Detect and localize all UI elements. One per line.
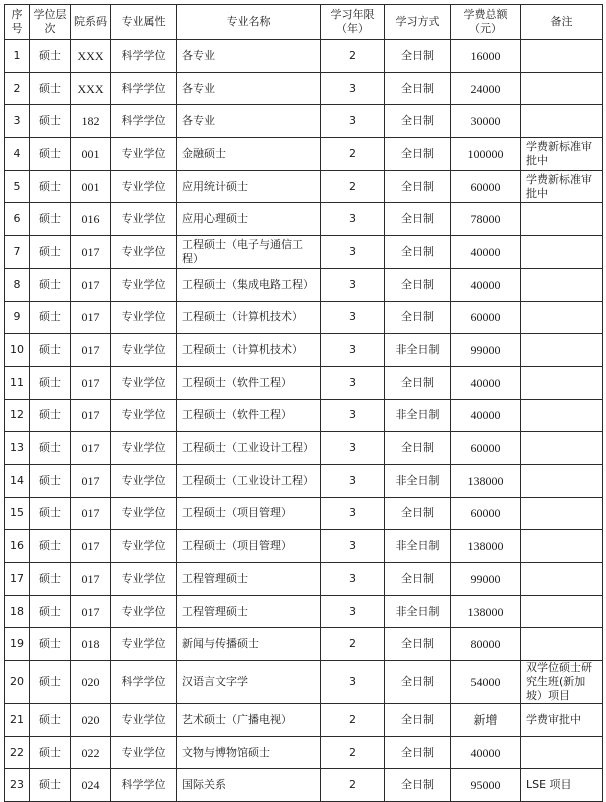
row-number-cell: 16 (5, 530, 30, 563)
study-mode-cell: 非全日制 (385, 595, 451, 628)
degree-level-cell: 硕士 (30, 105, 71, 138)
program-type-cell: 专业学位 (111, 170, 177, 203)
program-name-cell: 文物与博物馆硕士 (177, 736, 321, 769)
row-number-cell: 3 (5, 105, 30, 138)
study-mode-cell: 非全日制 (385, 530, 451, 563)
study-years-cell: 3 (321, 366, 385, 399)
remarks-cell (521, 236, 603, 269)
program-name-cell: 各专业 (177, 40, 321, 73)
dept-code-cell: 020 (71, 661, 111, 704)
header-study-mode: 学习方式 (385, 5, 451, 40)
remarks-cell: LSE 项目 (521, 769, 603, 802)
table-row (5, 268, 603, 301)
row-number-cell: 21 (5, 704, 30, 737)
row-number-cell: 19 (5, 628, 30, 661)
dept-code-cell: 016 (71, 203, 111, 236)
remarks-cell (521, 366, 603, 399)
degree-level-cell: 硕士 (30, 72, 71, 105)
degree-level-cell: 硕士 (30, 40, 71, 73)
table-row (5, 769, 603, 802)
study-years-cell: 3 (321, 661, 385, 704)
remarks-cell (521, 464, 603, 497)
row-number-cell: 8 (5, 268, 30, 301)
total-fee-cell: 40000 (451, 736, 521, 769)
program-name-cell: 艺术硕士（广播电视） (177, 704, 321, 737)
row-number-cell: 4 (5, 138, 30, 171)
program-type-cell: 专业学位 (111, 138, 177, 171)
degree-level-cell: 硕士 (30, 268, 71, 301)
study-mode-cell: 全日制 (385, 628, 451, 661)
study-mode-cell: 全日制 (385, 366, 451, 399)
table-row (5, 464, 603, 497)
degree-level-cell: 硕士 (30, 704, 71, 737)
table-row (5, 236, 603, 269)
program-name-cell: 新闻与传播硕士 (177, 628, 321, 661)
study-mode-cell: 非全日制 (385, 464, 451, 497)
row-number-cell: 10 (5, 334, 30, 367)
dept-code-cell: 017 (71, 432, 111, 465)
remarks-cell: 学费审批中 (521, 704, 603, 737)
remarks-cell (521, 563, 603, 596)
dept-code-cell: 017 (71, 268, 111, 301)
program-type-cell: 专业学位 (111, 366, 177, 399)
program-name-cell: 工程管理硕士 (177, 563, 321, 596)
program-type-cell: 专业学位 (111, 268, 177, 301)
study-mode-cell: 全日制 (385, 736, 451, 769)
study-mode-cell: 全日制 (385, 563, 451, 596)
program-type-cell: 专业学位 (111, 334, 177, 367)
row-number-cell: 1 (5, 40, 30, 73)
program-name-cell: 国际关系 (177, 769, 321, 802)
table-row (5, 736, 603, 769)
header-degree-level: 学位层次 (30, 5, 71, 40)
program-name-cell: 金融硕士 (177, 138, 321, 171)
table-row (5, 704, 603, 737)
header-program-type: 专业属性 (111, 5, 177, 40)
total-fee-cell: 40000 (451, 399, 521, 432)
study-mode-cell: 非全日制 (385, 334, 451, 367)
program-type-cell: 专业学位 (111, 704, 177, 737)
study-mode-cell: 全日制 (385, 301, 451, 334)
program-type-cell: 专业学位 (111, 595, 177, 628)
program-name-cell: 工程硕士（软件工程） (177, 399, 321, 432)
dept-code-cell: 022 (71, 736, 111, 769)
dept-code-cell: 017 (71, 530, 111, 563)
remarks-cell (521, 736, 603, 769)
program-name-cell: 工程硕士（工业设计工程） (177, 432, 321, 465)
row-number-cell: 23 (5, 769, 30, 802)
dept-code-cell: XXX (71, 40, 111, 73)
study-years-cell: 3 (321, 432, 385, 465)
degree-level-cell: 硕士 (30, 736, 71, 769)
row-number-cell: 7 (5, 236, 30, 269)
total-fee-cell: 95000 (451, 769, 521, 802)
row-number-cell: 6 (5, 203, 30, 236)
program-type-cell: 科学学位 (111, 40, 177, 73)
tuition-table-container (4, 4, 603, 802)
degree-level-cell: 硕士 (30, 301, 71, 334)
program-type-cell: 科学学位 (111, 72, 177, 105)
tuition-table (4, 4, 603, 802)
total-fee-cell: 30000 (451, 105, 521, 138)
study-years-cell: 3 (321, 236, 385, 269)
table-row (5, 301, 603, 334)
remarks-cell: 学费新标准审批中 (521, 170, 603, 203)
table-row (5, 138, 603, 171)
degree-level-cell: 硕士 (30, 432, 71, 465)
degree-level-cell: 硕士 (30, 497, 71, 530)
remarks-cell (521, 497, 603, 530)
total-fee-cell: 40000 (451, 268, 521, 301)
table-row (5, 595, 603, 628)
degree-level-cell: 硕士 (30, 236, 71, 269)
total-fee-cell: 16000 (451, 40, 521, 73)
row-number-cell: 2 (5, 72, 30, 105)
row-number-cell: 12 (5, 399, 30, 432)
study-years-cell: 2 (321, 170, 385, 203)
study-years-cell: 3 (321, 301, 385, 334)
degree-level-cell: 硕士 (30, 399, 71, 432)
row-number-cell: 5 (5, 170, 30, 203)
study-years-cell: 2 (321, 138, 385, 171)
study-mode-cell: 全日制 (385, 40, 451, 73)
table-row (5, 563, 603, 596)
row-number-cell: 9 (5, 301, 30, 334)
dept-code-cell: 017 (71, 595, 111, 628)
table-row (5, 628, 603, 661)
dept-code-cell: 017 (71, 399, 111, 432)
degree-level-cell: 硕士 (30, 464, 71, 497)
row-number-cell: 18 (5, 595, 30, 628)
header-row (5, 5, 603, 40)
remarks-cell (521, 399, 603, 432)
degree-level-cell: 硕士 (30, 661, 71, 704)
program-type-cell: 专业学位 (111, 628, 177, 661)
dept-code-cell: XXX (71, 72, 111, 105)
table-row (5, 432, 603, 465)
program-name-cell: 工程硕士（集成电路工程） (177, 268, 321, 301)
study-years-cell: 3 (321, 399, 385, 432)
total-fee-cell: 54000 (451, 661, 521, 704)
header-dept-code: 院系码 (71, 5, 111, 40)
program-type-cell: 专业学位 (111, 736, 177, 769)
remarks-cell (521, 105, 603, 138)
study-years-cell: 3 (321, 595, 385, 628)
study-mode-cell: 全日制 (385, 236, 451, 269)
program-type-cell: 专业学位 (111, 432, 177, 465)
total-fee-cell: 60000 (451, 170, 521, 203)
program-name-cell: 应用心理硕士 (177, 203, 321, 236)
remarks-cell: 双学位硕士研究生班(新加坡）项目 (521, 661, 603, 704)
header-remarks: 备注 (521, 5, 603, 40)
degree-level-cell: 硕士 (30, 628, 71, 661)
header-no: 序号 (5, 5, 30, 40)
remarks-cell (521, 530, 603, 563)
remarks-cell (521, 628, 603, 661)
study-years-cell: 3 (321, 563, 385, 596)
dept-code-cell: 017 (71, 563, 111, 596)
row-number-cell: 13 (5, 432, 30, 465)
program-type-cell: 科学学位 (111, 661, 177, 704)
study-mode-cell: 全日制 (385, 268, 451, 301)
header-program-name: 专业名称 (177, 5, 321, 40)
degree-level-cell: 硕士 (30, 170, 71, 203)
program-type-cell: 专业学位 (111, 399, 177, 432)
study-mode-cell: 全日制 (385, 661, 451, 704)
study-mode-cell: 全日制 (385, 497, 451, 530)
table-row (5, 530, 603, 563)
degree-level-cell: 硕士 (30, 138, 71, 171)
study-years-cell: 3 (321, 497, 385, 530)
row-number-cell: 20 (5, 661, 30, 704)
program-name-cell: 工程硕士（计算机技术） (177, 301, 321, 334)
program-type-cell: 专业学位 (111, 236, 177, 269)
dept-code-cell: 024 (71, 769, 111, 802)
study-mode-cell: 全日制 (385, 432, 451, 465)
study-years-cell: 3 (321, 105, 385, 138)
dept-code-cell: 017 (71, 497, 111, 530)
program-name-cell: 工程硕士（软件工程） (177, 366, 321, 399)
program-name-cell: 工程硕士（电子与通信工程） (177, 236, 321, 269)
program-type-cell: 专业学位 (111, 530, 177, 563)
study-mode-cell: 全日制 (385, 769, 451, 802)
total-fee-cell: 40000 (451, 366, 521, 399)
row-number-cell: 14 (5, 464, 30, 497)
remarks-cell (521, 595, 603, 628)
remarks-cell (521, 203, 603, 236)
program-type-cell: 科学学位 (111, 105, 177, 138)
total-fee-cell: 80000 (451, 628, 521, 661)
remarks-cell (521, 40, 603, 73)
dept-code-cell: 017 (71, 301, 111, 334)
total-fee-cell: 100000 (451, 138, 521, 171)
total-fee-cell: 60000 (451, 432, 521, 465)
table-row (5, 40, 603, 73)
total-fee-cell: 60000 (451, 497, 521, 530)
remarks-cell (521, 301, 603, 334)
dept-code-cell: 018 (71, 628, 111, 661)
study-mode-cell: 全日制 (385, 72, 451, 105)
remarks-cell (521, 334, 603, 367)
table-row (5, 661, 603, 704)
dept-code-cell: 020 (71, 704, 111, 737)
dept-code-cell: 182 (71, 105, 111, 138)
table-body (5, 40, 603, 802)
degree-level-cell: 硕士 (30, 334, 71, 367)
total-fee-cell: 40000 (451, 236, 521, 269)
total-fee-cell: 138000 (451, 464, 521, 497)
row-number-cell: 15 (5, 497, 30, 530)
table-row (5, 203, 603, 236)
program-name-cell: 工程硕士（工业设计工程） (177, 464, 321, 497)
program-name-cell: 工程硕士（项目管理） (177, 497, 321, 530)
degree-level-cell: 硕士 (30, 366, 71, 399)
dept-code-cell: 017 (71, 464, 111, 497)
study-years-cell: 3 (321, 72, 385, 105)
table-row (5, 334, 603, 367)
study-years-cell: 3 (321, 203, 385, 236)
total-fee-cell: 138000 (451, 595, 521, 628)
study-years-cell: 2 (321, 736, 385, 769)
table-row (5, 399, 603, 432)
study-mode-cell: 非全日制 (385, 399, 451, 432)
study-mode-cell: 全日制 (385, 170, 451, 203)
table-row (5, 105, 603, 138)
degree-level-cell: 硕士 (30, 769, 71, 802)
study-years-cell: 2 (321, 704, 385, 737)
total-fee-cell: 24000 (451, 72, 521, 105)
program-type-cell: 专业学位 (111, 497, 177, 530)
total-fee-cell: 99000 (451, 563, 521, 596)
program-type-cell: 专业学位 (111, 203, 177, 236)
row-number-cell: 17 (5, 563, 30, 596)
table-row (5, 497, 603, 530)
program-type-cell: 专业学位 (111, 301, 177, 334)
dept-code-cell: 001 (71, 170, 111, 203)
program-type-cell: 科学学位 (111, 769, 177, 802)
table-header (5, 5, 603, 40)
total-fee-cell: 60000 (451, 301, 521, 334)
program-name-cell: 应用统计硕士 (177, 170, 321, 203)
remarks-cell (521, 432, 603, 465)
study-years-cell: 2 (321, 628, 385, 661)
total-fee-cell: 78000 (451, 203, 521, 236)
header-study-years: 学习年限（年） (321, 5, 385, 40)
study-years-cell: 3 (321, 334, 385, 367)
program-name-cell: 各专业 (177, 105, 321, 138)
study-years-cell: 2 (321, 769, 385, 802)
dept-code-cell: 001 (71, 138, 111, 171)
degree-level-cell: 硕士 (30, 563, 71, 596)
total-fee-cell: 138000 (451, 530, 521, 563)
degree-level-cell: 硕士 (30, 595, 71, 628)
degree-level-cell: 硕士 (30, 530, 71, 563)
table-row (5, 170, 603, 203)
remarks-cell (521, 268, 603, 301)
study-years-cell: 2 (321, 40, 385, 73)
program-type-cell: 专业学位 (111, 563, 177, 596)
study-years-cell: 3 (321, 268, 385, 301)
study-mode-cell: 全日制 (385, 138, 451, 171)
dept-code-cell: 017 (71, 366, 111, 399)
program-name-cell: 工程管理硕士 (177, 595, 321, 628)
table-row (5, 366, 603, 399)
study-years-cell: 3 (321, 530, 385, 563)
program-type-cell: 专业学位 (111, 464, 177, 497)
remarks-cell (521, 72, 603, 105)
header-total-fee: 学费总额（元） (451, 5, 521, 40)
degree-level-cell: 硕士 (30, 203, 71, 236)
remarks-cell: 学费新标准审批中 (521, 138, 603, 171)
study-mode-cell: 全日制 (385, 203, 451, 236)
dept-code-cell: 017 (71, 334, 111, 367)
row-number-cell: 22 (5, 736, 30, 769)
dept-code-cell: 017 (71, 236, 111, 269)
program-name-cell: 汉语言文字学 (177, 661, 321, 704)
program-name-cell: 工程硕士（项目管理） (177, 530, 321, 563)
study-years-cell: 3 (321, 464, 385, 497)
program-name-cell: 各专业 (177, 72, 321, 105)
total-fee-cell: 99000 (451, 334, 521, 367)
program-name-cell: 工程硕士（计算机技术） (177, 334, 321, 367)
row-number-cell: 11 (5, 366, 30, 399)
table-row (5, 72, 603, 105)
study-mode-cell: 全日制 (385, 105, 451, 138)
total-fee-cell: 新增 (451, 704, 521, 737)
study-mode-cell: 全日制 (385, 704, 451, 737)
